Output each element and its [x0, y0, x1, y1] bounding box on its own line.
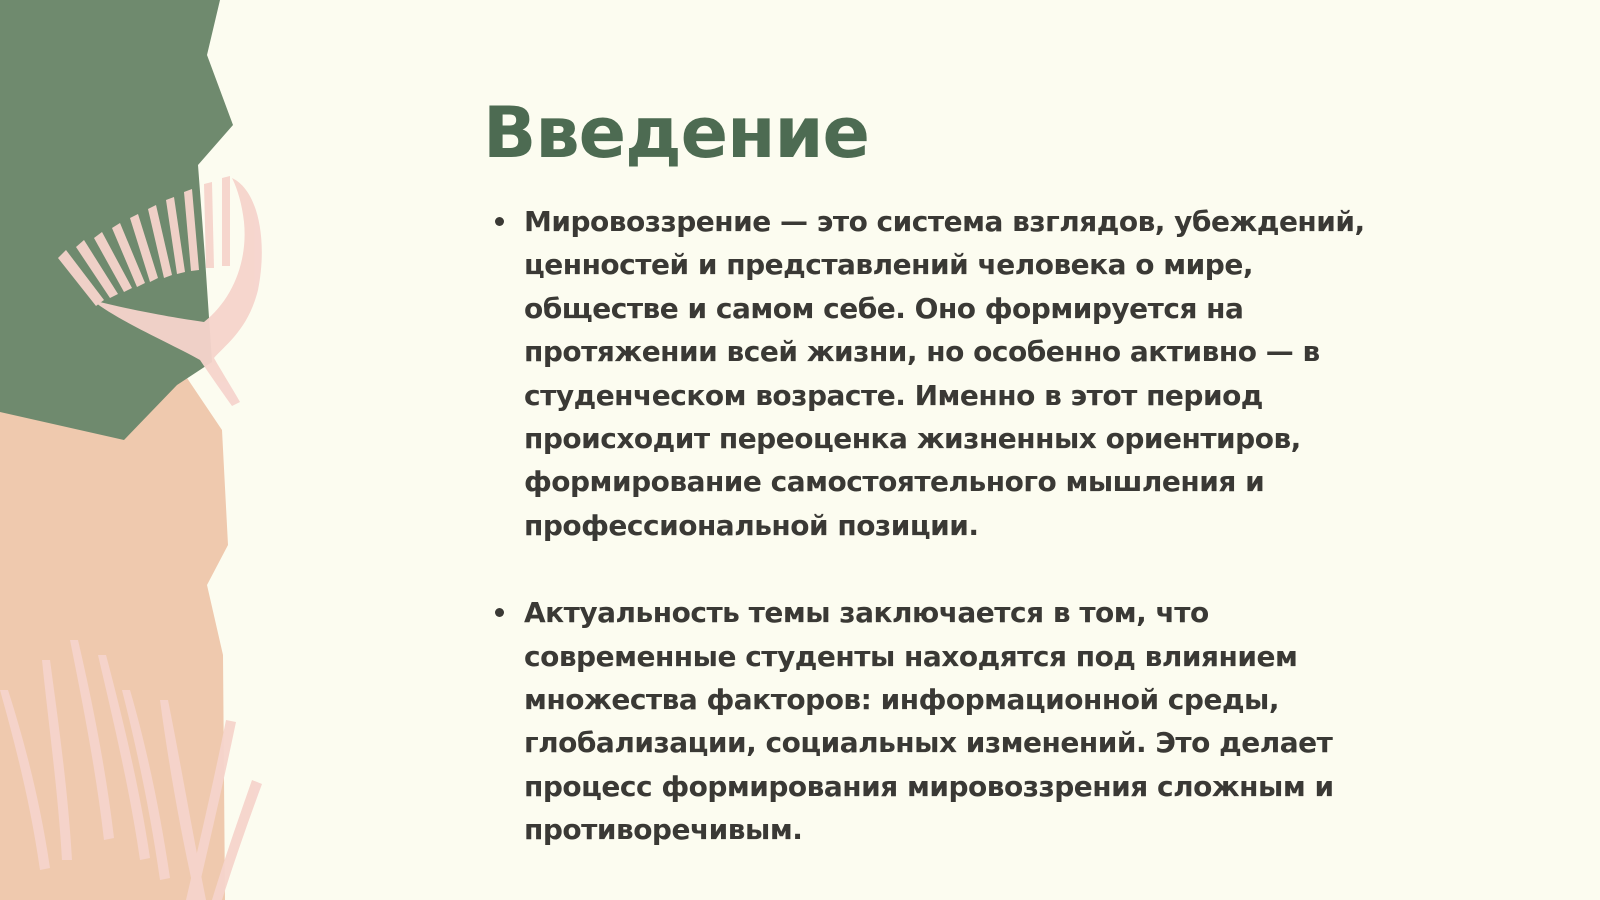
botanical-decoration	[0, 0, 300, 900]
bullet-dot	[495, 217, 504, 226]
bullet-text: Мировоззрение — это система взглядов, убеждений, ценностей и представлений человека о мире, обществе и самом себе. Оно формируется на протяжении всей жизни, но особенно активно — в студенческом возрасте. Именно в этот период происходит переоценка жизненных ориентиров, формирование самостоятельного мышления и профессиональной позиции.	[524, 205, 1365, 542]
bullet-dot	[495, 608, 504, 617]
bullet-item	[492, 591, 1412, 851]
bullet-list	[492, 200, 1412, 852]
slide-title: Введение	[483, 92, 870, 174]
bullet-item	[492, 200, 1412, 547]
green-leaf-shape	[0, 0, 233, 440]
bullet-text: Актуальность темы заключается в том, что современные студенты находятся под влиянием множества факторов: информационной среды, глобализации, социальных изменений. Это делает процесс формирования мировоззрения сложным и противоречивым.	[524, 596, 1334, 847]
